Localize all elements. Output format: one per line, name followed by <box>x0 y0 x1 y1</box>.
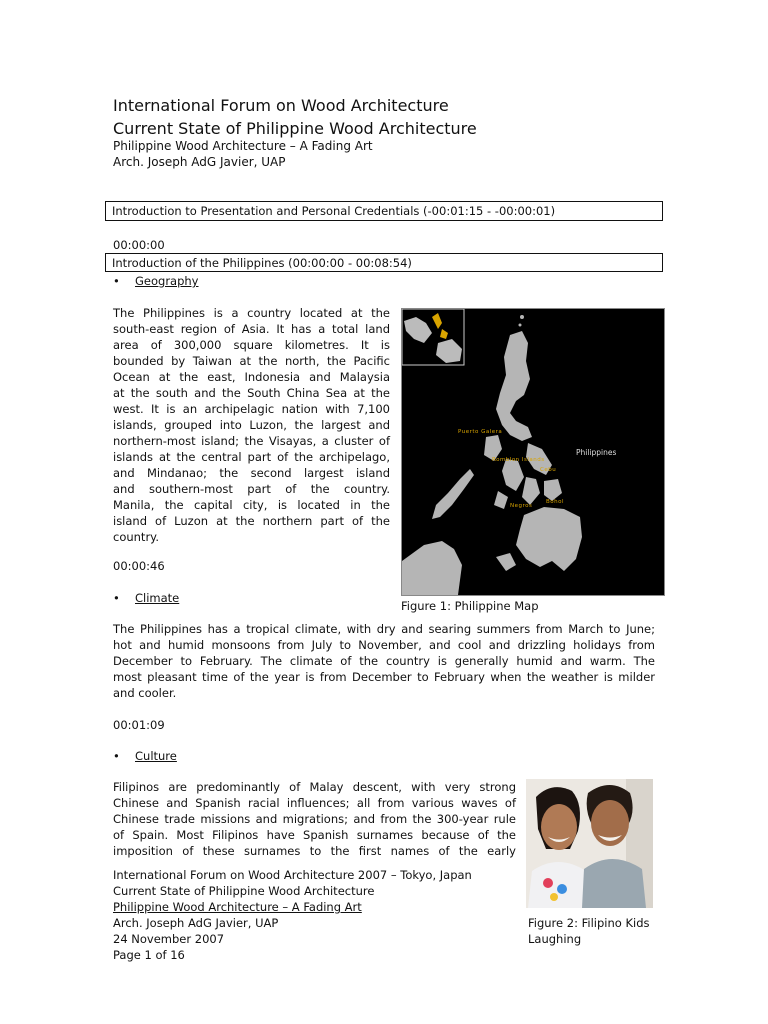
text-line: bounded by Taiwan at the north, the Pacific <box>113 354 390 368</box>
bullet-icon: • <box>113 274 120 288</box>
map-label-negros: Negros <box>510 503 533 509</box>
author: Arch. Joseph AdG Javier, UAP <box>113 155 286 169</box>
text-line: and Mindanao; the second largest island <box>113 466 390 480</box>
text-line: and cooler. <box>113 686 177 700</box>
page-footer <box>113 867 472 963</box>
map-illustration <box>402 309 664 595</box>
text-line: south-east region of Asia. It has a total land <box>113 322 390 336</box>
philippine-map <box>401 308 665 596</box>
text-line: islands at the central part of the archipelago, <box>113 450 390 464</box>
bullet-culture <box>113 748 177 764</box>
section-box-philippines: Introduction of the Philippines (00:00:00 - 00:08:54) <box>105 253 663 272</box>
caption-line: Laughing <box>528 932 582 946</box>
geography-paragraph <box>113 305 390 545</box>
text-line: December to February. The climate of the country is generally humid and warm. The <box>113 654 655 668</box>
text-line: The Philippines has a tropical climate, with dry and searing summers from March to June; <box>113 622 655 636</box>
page-number: Page 1 of 16 <box>113 948 185 962</box>
heading-geography: Geography <box>135 274 199 288</box>
text-line: hot and humid monsoons from July to November, and cool and drizzling holidays from <box>113 638 655 652</box>
text-line: imposition of these surnames to the first names of the early <box>113 844 516 858</box>
text-line: area of 300,000 square kilometres. It is <box>113 338 390 352</box>
map-label-puerto-galera: Puerto Galera <box>458 429 503 435</box>
map-label-romblon: Romblon Islands <box>492 457 545 463</box>
text-line: and southern-most part of the country. <box>113 482 390 496</box>
text-line: Filipinos are predominantly of Malay descent, with very strong <box>113 780 516 794</box>
timestamp: 00:00:46 <box>113 559 165 573</box>
footer-line: Current State of Philippine Wood Architecture <box>113 884 375 898</box>
text-line: country. <box>113 530 159 544</box>
timestamp: 00:00:00 <box>113 238 165 252</box>
bullet-geography <box>113 273 199 289</box>
text-line: northern-most island; the Visayas, a cluster of <box>113 434 390 448</box>
document-subtitle: Philippine Wood Architecture – A Fading Art <box>113 139 373 153</box>
figure-2-caption <box>528 915 649 947</box>
caption-line: Figure 2: Filipino Kids <box>528 916 650 930</box>
heading-climate: Climate <box>135 591 180 605</box>
text-line: at the south and the South China Sea at the <box>113 386 390 400</box>
footer-date: 24 November 2007 <box>113 932 225 946</box>
bullet-icon: • <box>113 591 120 605</box>
text-line: islands, grouped into Luzon, the largest and <box>113 418 390 432</box>
document-subtitle-main: Current State of Philippine Wood Architecture <box>113 119 477 138</box>
text-line: The Philippines is a country located at the <box>113 306 390 320</box>
culture-paragraph <box>113 779 516 859</box>
document-title: International Forum on Wood Architecture <box>113 96 449 115</box>
footer-line: International Forum on Wood Architecture 2007 – Tokyo, Japan <box>113 868 472 882</box>
text-line: west. It is an archipelagic nation with 7,100 <box>113 402 390 416</box>
bullet-icon: • <box>113 749 120 763</box>
text-line: most pleasant time of the year is from December to February when the weather is milder <box>113 670 655 684</box>
text-line: Chinese and Spanish racial influences; all from various waves of <box>113 796 516 810</box>
photo-illustration <box>526 779 653 908</box>
timestamp: 00:01:09 <box>113 718 165 732</box>
heading-culture: Culture <box>135 749 177 763</box>
filipino-kids-photo <box>526 779 653 908</box>
text-line: Ocean at the east, Indonesia and Malaysia <box>113 370 390 384</box>
text-line: of Spain. Most Filipinos have Spanish surnames because of the <box>113 828 516 842</box>
text-line: Chinese trade missions and migrations; and from the 300-year rule <box>113 812 516 826</box>
figure-1-caption: Figure 1: Philippine Map <box>401 599 539 613</box>
climate-paragraph <box>113 621 655 701</box>
footer-line: Arch. Joseph AdG Javier, UAP <box>113 916 279 930</box>
footer-line: Philippine Wood Architecture – A Fading Art <box>113 900 362 914</box>
map-label-bohol: Bohol <box>546 499 565 505</box>
map-label-cebu: Cebu <box>540 467 557 473</box>
section-box-introduction: Introduction to Presentation and Personal Credentials (-00:01:15 - -00:00:01) <box>105 201 663 221</box>
text-line: island of Luzon at the northern part of the <box>113 514 390 528</box>
text-line: Manila, the capital city, is located in the <box>113 498 390 512</box>
map-label-philippines: Philippines <box>576 448 617 457</box>
bullet-climate <box>113 590 179 606</box>
